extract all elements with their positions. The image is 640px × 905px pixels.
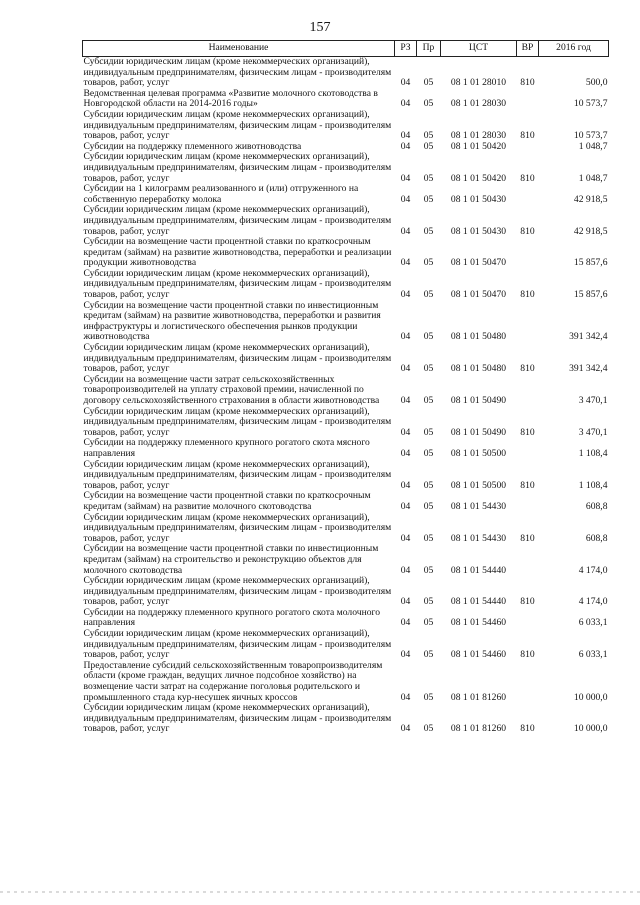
cell-name: Субсидии юридическим лицам (кроме некоммерческих организаций), индивидуальным предпринимателям, физическим лицам - производителям товаров, работ, услуг (83, 511, 392, 544)
cell-name: Субсидии на поддержку племенного животноводства (83, 140, 302, 152)
cell-pr: 05 (423, 426, 434, 438)
cell-amount: 391 342,4 (569, 331, 608, 343)
table-row (83, 57, 609, 89)
cell-amount: 6 033,1 (578, 617, 608, 629)
table-row (83, 629, 609, 661)
cell-amount: 608,8 (585, 500, 608, 512)
cell-vr: 810 (520, 289, 535, 301)
cell-name: Субсидии на возмещение части процентной ставки по инвестиционным кредитам (займам) на развитие животноводства, переработки и развития инфраструктуры и логистического обеспечения рынков продукции животноводства (83, 299, 381, 343)
cell-amount: 10 573,7 (573, 98, 608, 110)
table-header (83, 41, 609, 57)
cell-cst: 08 1 01 81260 (450, 723, 507, 735)
cell-rz: 04 (400, 723, 411, 735)
cell-vr (517, 375, 539, 407)
cell-amount: 608,8 (585, 532, 608, 544)
header-name: Наименование (83, 41, 395, 57)
cell-pr: 05 (423, 617, 434, 629)
cell-amount: 3 470,1 (578, 426, 608, 438)
cell-name: Субсидии юридическим лицам (кроме некоммерческих организаций), индивидуальным предпринимателям, физическим лицам - производителям товаров, работ, услуг (83, 267, 392, 301)
cell-cst: 08 1 01 50490 (450, 426, 507, 438)
cell-name: Субсидии юридическим лицам (кроме некоммерческих организаций), индивидуальным предпринимателям, физическим лицам - производителям товаров, работ, услуг (83, 56, 392, 89)
cell-pr: 05 (423, 98, 434, 110)
cell-rz: 04 (400, 617, 411, 629)
cell-vr (517, 301, 539, 343)
cell-pr: 05 (423, 723, 434, 735)
cell-cst: 08 1 01 54460 (450, 617, 507, 629)
cell-rz: 04 (400, 479, 411, 491)
cell-cst: 08 1 01 54440 (450, 596, 507, 608)
cell-vr (517, 491, 539, 512)
cell-pr: 05 (423, 130, 434, 142)
cell-vr (517, 237, 539, 269)
page-number: 157 (309, 20, 331, 35)
cell-rz: 04 (400, 77, 411, 89)
cell-pr: 05 (423, 691, 434, 703)
table-row (83, 544, 609, 576)
table-row (83, 661, 609, 703)
table-row (83, 460, 609, 492)
cell-rz: 04 (400, 564, 411, 576)
cell-vr (517, 438, 539, 459)
table-row (83, 576, 609, 608)
cell-cst: 08 1 01 50480 (450, 363, 507, 375)
table-row (83, 703, 609, 735)
cell-name: Субсидии юридическим лицам (кроме некоммерческих организаций), индивидуальным предпринимателям, физическим лицам - производителям товаров, работ, услуг (83, 342, 392, 375)
cell-vr (517, 184, 539, 205)
cell-rz: 04 (400, 289, 411, 301)
cell-amount: 42 918,5 (573, 193, 608, 205)
cell-cst: 08 1 01 54460 (450, 649, 507, 661)
cell-name: Субсидии на 1 килограмм реализованного и (или) отгруженного на собственную переработку молока (83, 183, 359, 205)
cell-rz: 04 (400, 691, 411, 703)
cell-amount: 1 048,7 (578, 172, 608, 184)
table-row (83, 343, 609, 375)
cell-amount: 4 174,0 (578, 596, 608, 608)
cell-cst: 08 1 01 50500 (450, 447, 507, 459)
table-row (83, 269, 609, 301)
cell-name: Субсидии юридическим лицам (кроме некоммерческих организаций), индивидуальным предпринимателям, физическим лицам - производителям товаров, работ, услуг (83, 458, 392, 491)
cell-amount: 10 000,0 (573, 723, 608, 735)
cell-rz: 04 (400, 331, 411, 343)
cell-name: Субсидии юридическим лицам (кроме некоммерческих организаций), индивидуальным предпринимателям, физическим лицам - производителям товаров, работ, услуг (83, 151, 392, 184)
cell-pr: 05 (423, 532, 434, 544)
cell-cst: 08 1 01 50480 (450, 331, 507, 343)
cell-rz: 04 (400, 500, 411, 512)
cell-pr: 05 (423, 193, 434, 205)
table-body (83, 57, 609, 736)
cell-amount: 500,0 (585, 77, 608, 89)
cell-pr: 05 (423, 395, 434, 406)
cell-rz: 04 (400, 140, 411, 152)
cell-vr (517, 661, 539, 703)
cell-amount: 6 033,1 (578, 649, 608, 661)
cell-amount: 1 108,4 (578, 479, 608, 491)
cell-vr: 810 (520, 649, 535, 661)
cell-rz: 04 (400, 395, 411, 406)
header-amount: 2016 год (539, 41, 609, 57)
cell-cst: 08 1 01 50420 (450, 172, 507, 184)
cell-name: Субсидии на возмещение части затрат сельскохозяйственных товаропроизводителей на уплату страховой премии, начисленной по договору сельскохозяйственного страхования в области животноводства (83, 373, 380, 406)
cell-name: Субсидии на возмещение части процентной ставки по краткосрочным кредитам (займам) на развитие животноводства, переработки и реализации продукции животноводства (83, 236, 392, 269)
cell-vr (517, 608, 539, 629)
budget-table (82, 40, 609, 735)
cell-rz: 04 (400, 257, 411, 269)
header-vr: ВР (517, 41, 539, 57)
cell-pr: 05 (423, 225, 434, 237)
scan-edge-noise (0, 891, 640, 893)
cell-amount: 3 470,1 (578, 395, 608, 406)
cell-pr: 05 (423, 500, 434, 512)
cell-amount: 42 918,5 (573, 225, 608, 237)
table-row (83, 375, 609, 407)
cell-amount: 10 573,7 (573, 130, 608, 142)
header-cst: ЦСТ (441, 41, 517, 57)
cell-vr: 810 (520, 225, 535, 237)
table-row (83, 184, 609, 205)
cell-name: Субсидии на возмещение части процентной ставки по краткосрочным кредитам (займам) на развитие молочного скотоводства (83, 490, 371, 512)
cell-cst: 08 1 01 50500 (450, 479, 507, 491)
cell-cst: 08 1 01 54430 (450, 500, 507, 512)
cell-cst: 08 1 01 50420 (450, 140, 507, 152)
cell-amount: 4 174,0 (578, 564, 608, 576)
cell-pr: 05 (423, 649, 434, 661)
cell-vr: 810 (520, 723, 535, 735)
cell-pr: 05 (423, 447, 434, 459)
table-row (83, 152, 609, 184)
cell-vr (517, 142, 539, 153)
cell-cst: 08 1 01 28030 (450, 130, 507, 142)
cell-cst: 08 1 01 50430 (450, 193, 507, 205)
cell-cst: 08 1 01 50490 (450, 395, 507, 406)
cell-amount: 1 048,7 (578, 140, 608, 152)
table-row (83, 237, 609, 269)
header-rz: РЗ (395, 41, 417, 57)
cell-pr: 05 (423, 564, 434, 576)
cell-cst: 08 1 01 54430 (450, 532, 507, 544)
cell-vr: 810 (520, 479, 535, 491)
table-row (83, 438, 609, 459)
cell-name: Субсидии юридическим лицам (кроме некоммерческих организаций), индивидуальным предпринимателям, физическим лицам - производителям товаров, работ, услуг (83, 628, 392, 661)
table-row (83, 407, 609, 439)
cell-pr: 05 (423, 172, 434, 184)
cell-amount: 391 342,4 (569, 363, 608, 375)
cell-amount: 15 857,6 (573, 257, 608, 269)
cell-vr: 810 (520, 172, 535, 184)
cell-name: Субсидии юридическим лицам (кроме некоммерческих организаций), индивидуальным предпринимателям, физическим лицам - производителям товаров, работ, услуг (83, 108, 392, 142)
table-row (83, 608, 609, 629)
cell-rz: 04 (400, 649, 411, 661)
cell-vr: 810 (520, 77, 535, 89)
cell-cst: 08 1 01 28030 (450, 98, 507, 110)
cell-cst: 08 1 01 50430 (450, 225, 507, 237)
cell-pr: 05 (423, 331, 434, 343)
cell-vr (517, 89, 539, 110)
cell-rz: 04 (400, 596, 411, 608)
cell-name: Предоставление субсидий сельскохозяйственным товаропроизводителям области (кроме граждан, ведущих личное подсобное хозяйство) на возмещение части затрат на содержание поголовья родительского и промышленного стада кур-несушек яичных кроссов (83, 659, 383, 703)
cell-cst: 08 1 01 54440 (450, 564, 507, 576)
cell-vr (517, 544, 539, 576)
cell-amount: 10 000,0 (573, 691, 608, 703)
cell-vr: 810 (520, 363, 535, 375)
cell-rz: 04 (400, 130, 411, 142)
cell-rz: 04 (400, 426, 411, 438)
cell-rz: 04 (400, 447, 411, 459)
cell-vr: 810 (520, 426, 535, 438)
cell-pr: 05 (423, 363, 434, 375)
table-row (83, 301, 609, 343)
cell-pr: 05 (423, 289, 434, 301)
cell-rz: 04 (400, 193, 411, 205)
cell-name: Субсидии юридическим лицам (кроме некоммерческих организаций), индивидуальным предпринимателям, физическим лицам - производителям товаров, работ, услуг (83, 204, 392, 237)
cell-rz: 04 (400, 98, 411, 110)
cell-vr: 810 (520, 532, 535, 544)
cell-cst: 08 1 01 50470 (450, 289, 507, 301)
cell-rz: 04 (400, 532, 411, 544)
cell-name: Ведомственная целевая программа «Развитие молочного скотоводства в Новгородской области на 2014-2016 годы» (83, 87, 378, 110)
cell-name: Субсидии юридическим лицам (кроме некоммерческих организаций), индивидуальным предпринимателям, физическим лицам - производителям товаров, работ, услуг (83, 405, 392, 438)
cell-name: Субсидии на возмещение части процентной ставки по инвестиционным кредитам (займам) на строительство и реконструкцию объектов для молочного скотоводства (83, 543, 379, 576)
cell-name: Субсидии юридическим лицам (кроме некоммерческих организаций), индивидуальным предпринимателям, физическим лицам - производителям товаров, работ, услуг (83, 575, 392, 608)
header-pr: Пр (417, 41, 441, 57)
table-row (83, 513, 609, 545)
table-row (83, 205, 609, 237)
cell-rz: 04 (400, 225, 411, 237)
cell-cst: 08 1 01 50470 (450, 257, 507, 269)
cell-amount: 15 857,6 (573, 289, 608, 301)
table-row (83, 89, 609, 110)
cell-cst: 08 1 01 28010 (450, 77, 507, 89)
cell-pr: 05 (423, 257, 434, 269)
cell-name: Субсидии юридическим лицам (кроме некоммерческих организаций), индивидуальным предпринимателям, физическим лицам - производителям товаров, работ, услуг (83, 702, 392, 735)
cell-pr: 05 (423, 77, 434, 89)
cell-rz: 04 (400, 363, 411, 375)
cell-pr: 05 (423, 140, 434, 152)
table-row (83, 491, 609, 512)
cell-pr: 05 (423, 479, 434, 491)
cell-amount: 1 108,4 (578, 447, 608, 459)
cell-name: Субсидии на поддержку племенного крупного рогатого скота молочного направления (83, 606, 381, 629)
table-row (83, 110, 609, 142)
cell-name: Субсидии на поддержку племенного крупного рогатого скота мясного направления (83, 437, 370, 459)
cell-cst: 08 1 01 81260 (450, 691, 507, 703)
cell-vr: 810 (520, 596, 535, 608)
cell-vr: 810 (520, 130, 535, 142)
cell-rz: 04 (400, 172, 411, 184)
cell-pr: 05 (423, 596, 434, 608)
